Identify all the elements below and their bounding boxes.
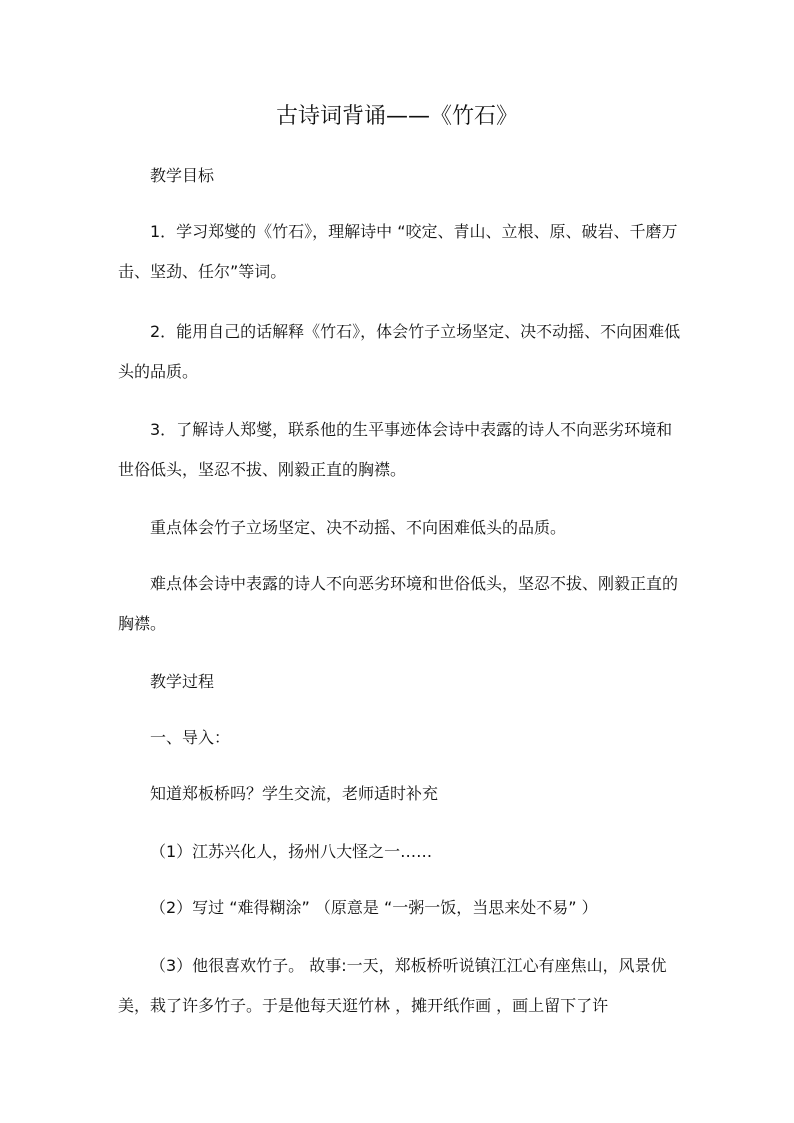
goal-item-2: 2．能用自己的话解释《竹石》，体会竹子立场坚定、决不动摇、不向困难低头的品质。 bbox=[118, 322, 681, 381]
list-item-1: （1）江苏兴化人，扬州八大怪之一…… bbox=[150, 842, 433, 861]
goal-item-1: 1．学习郑燮的《竹石》，理解诗中 “咬定、青山、立根、原、破岩、千磨万击、坚劲、任尔”等词。 bbox=[118, 222, 678, 281]
goal-item-3: 3．了解诗人郑燮，联系他的生平事迹体会诗中表露的诗人不向恶劣环境和世俗低头，坚忍不拔、刚毅正直的胸襟。 bbox=[118, 420, 673, 479]
list-item-2: （2）写过 “难得糊涂” （原意是 “一粥一饭，当思来处不易” ） bbox=[150, 898, 598, 917]
section-heading-goals: 教学目标 bbox=[150, 166, 215, 185]
section-heading-process: 教学过程 bbox=[150, 672, 215, 691]
intro-heading: 一、导入： bbox=[150, 728, 231, 747]
difficulty-paragraph: 难点体会诗中表露的诗人不向恶劣环境和世俗低头，坚忍不拔、刚毅正直的胸襟。 bbox=[118, 574, 679, 633]
key-point-paragraph: 重点体会竹子立场坚定、决不动摇、不向困难低头的品质。 bbox=[150, 518, 567, 537]
document-title: 古诗词背诵——《竹石》 bbox=[275, 104, 518, 129]
intro-question: 知道郑板桥吗？学生交流，老师适时补充 bbox=[150, 784, 439, 803]
list-item-3: （3）他很喜欢竹子。 故事:一天，郑板桥听说镇江江心有座焦山，风景优美，栽了许多竹子。于是他每天逛竹林 ，摊开纸作画 ，画上留下了许 bbox=[118, 956, 667, 1015]
